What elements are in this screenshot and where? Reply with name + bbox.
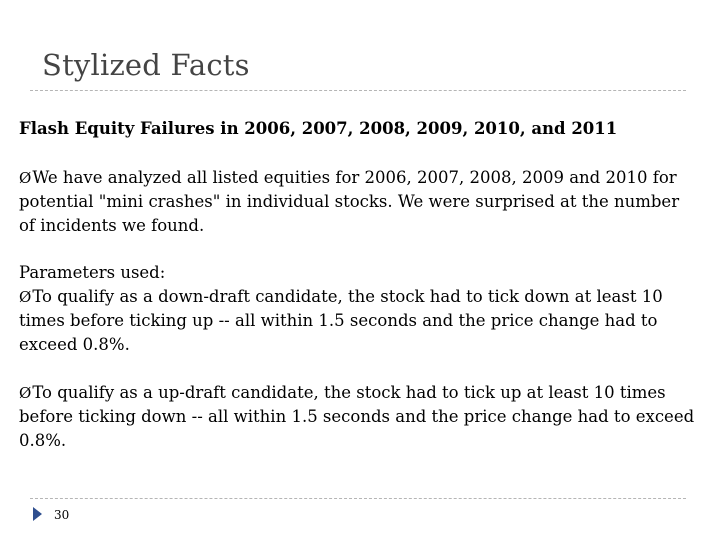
footer-divider (30, 498, 686, 499)
footer-arrow-icon (33, 507, 42, 521)
slide-title: Stylized Facts (42, 48, 250, 82)
slide-subtitle: Flash Equity Failures in 2006, 2007, 2008, 2009, 2010, and 2011 (19, 119, 618, 138)
up-draft-criteria-text: To qualify as a up-draft candidate, the stock had to tick up at least 10 times before ticking down -- all within 1.5 seconds and the price change had to exceed 0.8%. (19, 383, 695, 450)
down-draft-criteria-text: To qualify as a down-draft candidate, the stock had to tick down at least 10 times before ticking up -- all within 1.5 seconds and the price change had to exceed 0.8%. (19, 287, 663, 354)
paragraph-analysis-text: We have analyzed all listed equities for 2006, 2007, 2008, 2009 and 2010 for potential "mini crashes" in individual stocks. We were surprised at the number of incidents we found. (19, 168, 680, 235)
bullet-arrow-icon: Ø (19, 288, 32, 306)
parameters-heading: Parameters used: (19, 263, 166, 282)
paragraph-analysis (19, 166, 699, 238)
bullet-arrow-icon: Ø (19, 384, 32, 402)
title-divider (30, 90, 686, 91)
paragraph-up-draft (19, 381, 699, 453)
bullet-arrow-icon: Ø (19, 169, 32, 187)
paragraph-parameters (19, 261, 699, 357)
page-number: 30 (54, 508, 70, 522)
